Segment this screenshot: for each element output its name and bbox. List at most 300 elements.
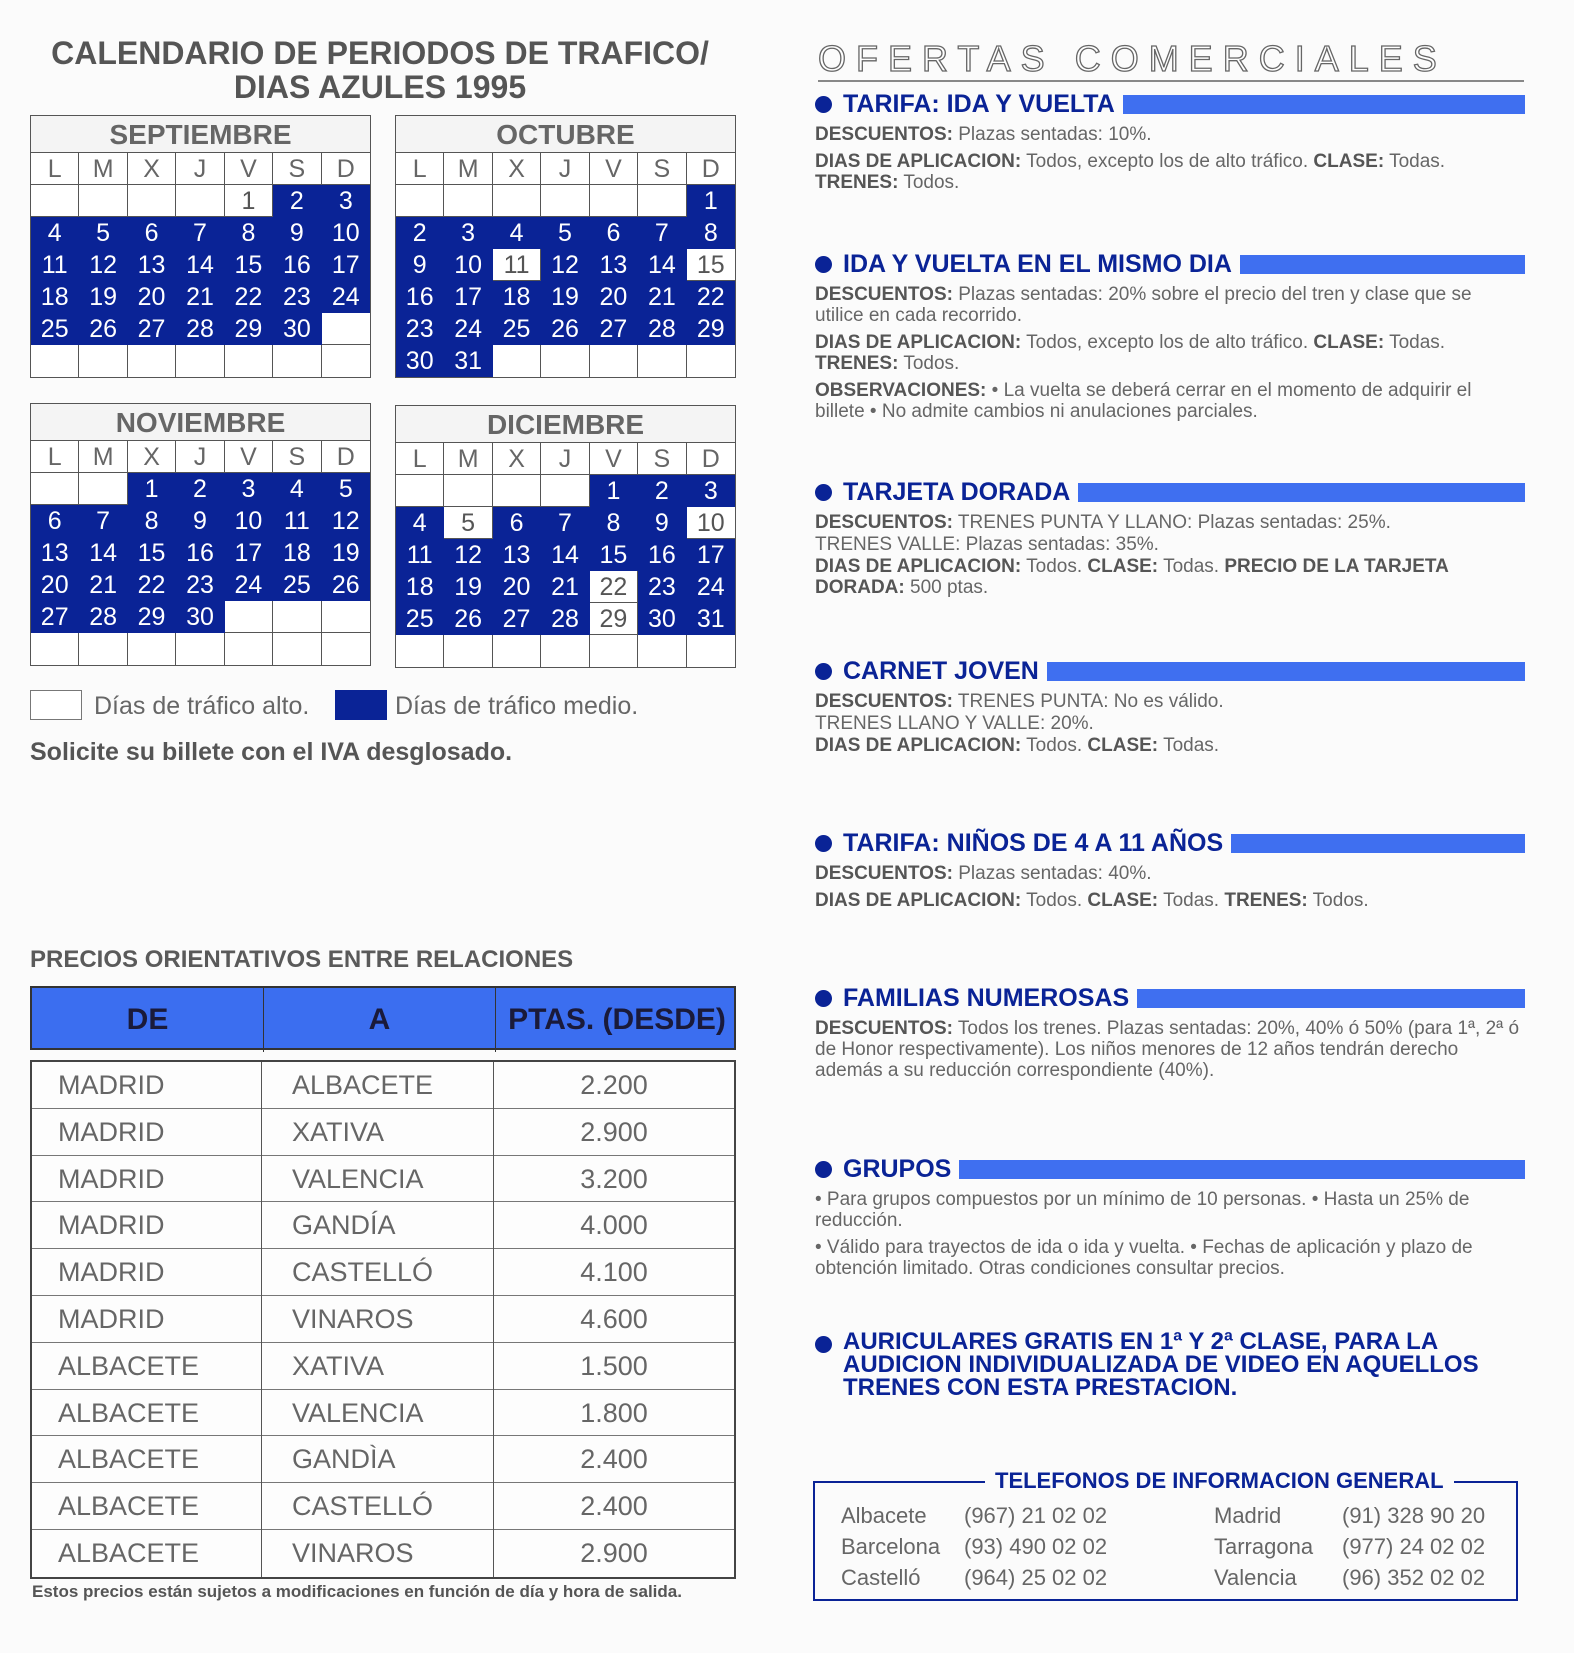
day-cell: 14 <box>79 537 127 569</box>
empty-day-cell <box>493 185 541 217</box>
day-cell: 27 <box>128 313 176 345</box>
empty-day-cell <box>128 185 176 217</box>
price-from-cell: MADRID <box>32 1062 262 1109</box>
price-to-cell: VINAROS <box>262 1530 494 1577</box>
day-cell: 16 <box>176 537 224 569</box>
empty-day-cell <box>396 185 444 217</box>
day-cell: 17 <box>322 249 370 281</box>
calendar-title-line1: CALENDARIO DE PERIODOS DE TRAFICO/ <box>51 35 709 71</box>
offer-tarifa-ida-vuelta <box>815 90 1525 193</box>
bullet-icon <box>815 1336 832 1353</box>
weekday-header: J <box>176 153 224 185</box>
phone-city: Barcelona <box>841 1534 941 1559</box>
table-row <box>32 1436 734 1483</box>
offer-heading: FAMILIAS NUMEROSAS <box>843 984 1137 1012</box>
offer-heading: TARIFA: NIÑOS DE 4 A 11 AÑOS <box>843 829 1231 857</box>
offer-line: DESCUENTOS: TRENES PUNTA: No es válido. <box>815 691 1224 712</box>
bullet-icon <box>815 484 832 501</box>
month-name: SEPTIEMBRE <box>31 116 370 153</box>
bullet-icon <box>815 256 832 273</box>
day-cell: 19 <box>541 281 589 313</box>
offer-line: DESCUENTOS: Plazas sentadas: 40%. <box>815 863 1152 884</box>
day-cell: 3 <box>225 473 273 505</box>
price-from-cell: MADRID <box>32 1296 262 1343</box>
weekday-header: X <box>128 441 176 473</box>
table-row <box>32 1296 734 1343</box>
offers-title: OFERTAS COMERCIALES <box>818 40 1524 82</box>
day-cell: 8 <box>225 217 273 249</box>
day-cell: 20 <box>493 571 541 603</box>
offer-heading: TARIFA: IDA Y VUELTA <box>843 90 1123 118</box>
month-grid <box>396 153 735 377</box>
day-cell: 3 <box>444 217 492 249</box>
day-cell: 24 <box>687 571 735 603</box>
day-cell: 24 <box>444 313 492 345</box>
day-cell: 2 <box>638 475 686 507</box>
day-cell: 31 <box>687 603 735 635</box>
empty-day-cell <box>79 473 127 505</box>
empty-day-cell <box>322 345 370 377</box>
day-cell: 23 <box>638 571 686 603</box>
offer-heading-row <box>815 657 1525 685</box>
month-calendar-diciembre <box>395 405 736 668</box>
offer-line: • Para grupos compuestos por un mínimo de 10 personas. • Hasta un 25% de reducción. <box>815 1189 1470 1231</box>
phone-number: (91) 328 90 20 <box>1342 1503 1486 1528</box>
auriculares-text: AURICULARES GRATIS EN 1ª Y 2ª CLASE, PARA LA AUDICION INDIVIDUALIZADA DE VIDEO EN AQUELLOS TRENES CON ESTA PRESTACION. <box>843 1328 1479 1401</box>
prices-title: PRECIOS ORIENTATIVOS ENTRE RELACIONES <box>30 946 574 973</box>
table-row <box>32 1202 734 1249</box>
day-cell: 17 <box>687 539 735 571</box>
day-cell: 7 <box>79 505 127 537</box>
phone-number: (967) 21 02 02 <box>964 1503 1108 1528</box>
weekday-header: S <box>638 153 686 185</box>
day-cell: 26 <box>541 313 589 345</box>
day-cell: 10 <box>687 507 735 539</box>
offer-line: DESCUENTOS: Plazas sentadas: 20% sobre el precio del tren y clase que se utilice en cada recorrido. <box>815 284 1472 326</box>
offer-heading-row <box>815 250 1525 278</box>
offer-line: DIAS DE APLICACION: Todos. CLASE: Todas. <box>815 735 1220 756</box>
day-cell: 25 <box>31 313 79 345</box>
price-from-cell: MADRID <box>32 1109 262 1156</box>
day-cell: 26 <box>79 313 127 345</box>
empty-day-cell <box>273 345 321 377</box>
day-cell: 29 <box>687 313 735 345</box>
month-grid <box>31 153 370 377</box>
day-cell: 9 <box>273 217 321 249</box>
day-cell: 27 <box>590 313 638 345</box>
day-cell: 9 <box>176 505 224 537</box>
day-cell: 16 <box>273 249 321 281</box>
day-cell: 1 <box>590 475 638 507</box>
price-from-cell: ALBACETE <box>32 1390 262 1437</box>
day-cell: 22 <box>225 281 273 313</box>
day-cell: 15 <box>128 537 176 569</box>
offer-line: TRENES VALLE: Plazas sentadas: 35%. <box>815 534 1159 555</box>
day-cell: 7 <box>541 507 589 539</box>
table-row <box>32 1530 734 1577</box>
offer-heading: CARNET JOVEN <box>843 657 1047 685</box>
day-cell: 13 <box>128 249 176 281</box>
weekday-header: D <box>322 153 370 185</box>
weekday-header: L <box>396 153 444 185</box>
price-from-cell: MADRID <box>32 1202 262 1249</box>
weekday-header: S <box>638 443 686 475</box>
empty-day-cell <box>541 345 589 377</box>
offer-heading: GRUPOS <box>843 1155 959 1183</box>
empty-day-cell <box>31 185 79 217</box>
day-cell: 4 <box>31 217 79 249</box>
day-cell: 2 <box>176 473 224 505</box>
phone-number: (977) 24 02 02 <box>1342 1534 1486 1559</box>
weekday-header: L <box>396 443 444 475</box>
offer-tarjeta-dorada <box>815 478 1525 598</box>
day-cell: 30 <box>176 601 224 633</box>
empty-day-cell <box>79 185 127 217</box>
weekday-header: X <box>493 153 541 185</box>
offer-carnet-joven <box>815 657 1525 756</box>
month-grid <box>31 441 370 665</box>
phone-number: (93) 490 02 02 <box>964 1534 1108 1559</box>
offer-grupos <box>815 1155 1525 1279</box>
weekday-header: M <box>79 441 127 473</box>
day-cell: 19 <box>79 281 127 313</box>
legend-medio-swatch <box>335 690 387 720</box>
day-cell: 30 <box>638 603 686 635</box>
day-cell: 12 <box>79 249 127 281</box>
empty-day-cell <box>31 473 79 505</box>
day-cell: 21 <box>541 571 589 603</box>
offer-heading-row <box>815 478 1525 506</box>
price-to-cell: VALENCIA <box>262 1156 494 1203</box>
weekday-header: S <box>273 441 321 473</box>
day-cell: 23 <box>273 281 321 313</box>
day-cell: 8 <box>128 505 176 537</box>
weekday-header: J <box>541 153 589 185</box>
table-row <box>32 1483 734 1530</box>
empty-day-cell <box>444 635 492 667</box>
empty-day-cell <box>79 345 127 377</box>
day-cell: 2 <box>273 185 321 217</box>
empty-day-cell <box>590 185 638 217</box>
day-cell: 23 <box>176 569 224 601</box>
empty-day-cell <box>322 313 370 345</box>
empty-day-cell <box>128 633 176 665</box>
day-cell: 6 <box>493 507 541 539</box>
day-cell: 5 <box>541 217 589 249</box>
price-value-cell: 4.100 <box>580 1257 648 1288</box>
day-cell: 28 <box>541 603 589 635</box>
offer-line: DIAS DE APLICACION: Todos. CLASE: Todas. PRECIO DE LA TARJETA DORADA: 500 ptas. <box>815 556 1449 598</box>
empty-day-cell <box>273 601 321 633</box>
month-name: DICIEMBRE <box>396 406 735 443</box>
day-cell: 1 <box>128 473 176 505</box>
day-cell: 29 <box>590 603 638 635</box>
phone-city: Castelló <box>841 1565 921 1590</box>
day-cell: 22 <box>128 569 176 601</box>
table-row <box>32 1390 734 1437</box>
day-cell: 29 <box>128 601 176 633</box>
price-from-cell: ALBACETE <box>32 1343 262 1390</box>
day-cell: 6 <box>590 217 638 249</box>
day-cell: 3 <box>322 185 370 217</box>
weekday-header: L <box>31 441 79 473</box>
price-from-cell: ALBACETE <box>32 1483 262 1530</box>
prices-header-de: DE <box>32 988 264 1052</box>
price-to-cell: CASTELLÓ <box>262 1483 494 1530</box>
day-cell: 26 <box>444 603 492 635</box>
empty-day-cell <box>687 345 735 377</box>
empty-day-cell <box>128 345 176 377</box>
empty-day-cell <box>176 633 224 665</box>
offer-tarifa-ninos <box>815 829 1525 911</box>
day-cell: 23 <box>396 313 444 345</box>
price-from-cell: MADRID <box>32 1156 262 1203</box>
phones-grid <box>841 1503 1496 1591</box>
weekday-header: J <box>541 443 589 475</box>
iva-note: Solicite su billete con el IVA desglosado. <box>30 738 513 766</box>
day-cell: 4 <box>273 473 321 505</box>
day-cell: 25 <box>396 603 444 635</box>
weekday-header: D <box>687 443 735 475</box>
offer-familias-numerosas <box>815 984 1525 1081</box>
empty-day-cell <box>322 601 370 633</box>
day-cell: 30 <box>273 313 321 345</box>
offer-heading-row <box>815 829 1525 857</box>
offer-line: DIAS DE APLICACION: Todos, excepto los de alto tráfico. CLASE: Todas. TRENES: Todos. <box>815 332 1446 374</box>
empty-day-cell <box>638 635 686 667</box>
offer-line: DIAS DE APLICACION: Todos, excepto los de alto tráfico. CLASE: Todas. TRENES: Todos. <box>815 151 1446 193</box>
offer-ida-vuelta-mismo-dia <box>815 250 1525 422</box>
phone-number: (96) 352 02 02 <box>1342 1565 1486 1590</box>
day-cell: 28 <box>79 601 127 633</box>
day-cell: 29 <box>225 313 273 345</box>
day-cell: 18 <box>273 537 321 569</box>
empty-day-cell <box>225 345 273 377</box>
month-calendar-octubre <box>395 115 736 378</box>
price-to-cell: GANDÍA <box>262 1202 494 1249</box>
month-name: OCTUBRE <box>396 116 735 153</box>
bullet-icon <box>815 96 832 113</box>
weekday-header: D <box>687 153 735 185</box>
day-cell: 14 <box>541 539 589 571</box>
table-row <box>32 1156 734 1203</box>
empty-day-cell <box>225 601 273 633</box>
day-cell: 8 <box>590 507 638 539</box>
phone-city: Albacete <box>841 1503 927 1528</box>
day-cell: 25 <box>493 313 541 345</box>
day-cell: 10 <box>225 505 273 537</box>
weekday-header: V <box>590 153 638 185</box>
price-value-cell: 3.200 <box>580 1163 648 1194</box>
day-cell: 5 <box>79 217 127 249</box>
empty-day-cell <box>31 633 79 665</box>
bullet-icon <box>815 1161 832 1178</box>
weekday-header: X <box>128 153 176 185</box>
day-cell: 26 <box>322 569 370 601</box>
offer-line: DESCUENTOS: Todos los trenes. Plazas sentadas: 20%, 40% ó 50% (para 1ª, 2ª ó de Honor respectivamente). Los niños menores de 12 años tendrán derecho además a su reducción correspondiente (40%). <box>815 1018 1520 1081</box>
price-to-cell: XATIVA <box>262 1109 494 1156</box>
empty-day-cell <box>322 633 370 665</box>
weekday-header: S <box>273 153 321 185</box>
day-cell: 21 <box>176 281 224 313</box>
offer-line: DESCUENTOS: Plazas sentadas: 10%. <box>815 124 1152 145</box>
day-cell: 20 <box>31 569 79 601</box>
price-to-cell: VINAROS <box>262 1296 494 1343</box>
price-value-cell: 2.200 <box>580 1070 648 1100</box>
price-value-cell: 2.400 <box>580 1444 648 1475</box>
legend-medio-label: Días de tráfico medio. <box>395 692 639 720</box>
day-cell: 13 <box>31 537 79 569</box>
offer-heading-row <box>815 90 1525 118</box>
day-cell: 30 <box>396 345 444 377</box>
empty-day-cell <box>638 345 686 377</box>
empty-day-cell <box>31 345 79 377</box>
phone-number: (964) 25 02 02 <box>964 1565 1108 1590</box>
day-cell: 20 <box>590 281 638 313</box>
weekday-header: X <box>493 443 541 475</box>
day-cell: 19 <box>322 537 370 569</box>
weekday-header: M <box>444 153 492 185</box>
price-value-cell: 4.600 <box>580 1303 648 1334</box>
empty-day-cell <box>493 635 541 667</box>
weekday-header: J <box>176 441 224 473</box>
weekday-header: M <box>444 443 492 475</box>
weekday-header: V <box>590 443 638 475</box>
empty-day-cell <box>396 635 444 667</box>
price-to-cell: GANDÌA <box>262 1436 494 1483</box>
weekday-header: V <box>225 441 273 473</box>
price-value-cell: 4.000 <box>580 1210 648 1241</box>
offer-line: TRENES LLANO Y VALLE: 20%. <box>815 713 1094 734</box>
day-cell: 15 <box>225 249 273 281</box>
day-cell: 2 <box>396 217 444 249</box>
price-value-cell: 2.400 <box>580 1491 648 1522</box>
day-cell: 16 <box>396 281 444 313</box>
day-cell: 31 <box>444 345 492 377</box>
day-cell: 22 <box>687 281 735 313</box>
price-to-cell: ALBACETE <box>262 1062 494 1109</box>
price-from-cell: ALBACETE <box>32 1530 262 1577</box>
day-cell: 25 <box>273 569 321 601</box>
legend-alto-label: Días de tráfico alto. <box>94 692 310 720</box>
day-cell: 12 <box>541 249 589 281</box>
prices-body <box>30 1060 736 1579</box>
bullet-icon <box>815 990 832 1007</box>
prices-header-ptas: PTAS. (DESDE) <box>508 1003 726 1036</box>
phone-city: Valencia <box>1214 1565 1297 1590</box>
calendar-title <box>30 36 730 104</box>
offer-heading: IDA Y VUELTA EN EL MISMO DIA <box>843 250 1240 278</box>
table-row <box>32 1249 734 1296</box>
price-to-cell: XATIVA <box>262 1343 494 1390</box>
day-cell: 10 <box>322 217 370 249</box>
empty-day-cell <box>590 345 638 377</box>
day-cell: 5 <box>444 507 492 539</box>
empty-day-cell <box>79 633 127 665</box>
calendar-title-line2: DIAS AZULES 1995 <box>233 69 527 105</box>
phone-city: Tarragona <box>1214 1534 1314 1559</box>
day-cell: 5 <box>322 473 370 505</box>
empty-day-cell <box>687 635 735 667</box>
day-cell: 6 <box>128 217 176 249</box>
price-to-cell: VALENCIA <box>262 1390 494 1437</box>
day-cell: 9 <box>638 507 686 539</box>
day-cell: 16 <box>638 539 686 571</box>
price-value-cell: 1.800 <box>580 1397 648 1428</box>
empty-day-cell <box>176 185 224 217</box>
day-cell: 27 <box>493 603 541 635</box>
day-cell: 7 <box>176 217 224 249</box>
price-value-cell: 2.900 <box>580 1116 648 1147</box>
day-cell: 19 <box>444 571 492 603</box>
day-cell: 4 <box>493 217 541 249</box>
phones-title: TELEFONOS DE INFORMACION GENERAL <box>985 1468 1454 1494</box>
empty-day-cell <box>225 633 273 665</box>
day-cell: 15 <box>687 249 735 281</box>
day-cell: 18 <box>493 281 541 313</box>
day-cell: 7 <box>638 217 686 249</box>
day-cell: 6 <box>31 505 79 537</box>
empty-day-cell <box>396 475 444 507</box>
day-cell: 13 <box>590 249 638 281</box>
price-value-cell: 1.500 <box>580 1350 648 1381</box>
table-row <box>32 1109 734 1156</box>
day-cell: 24 <box>225 569 273 601</box>
table-row <box>32 1343 734 1390</box>
day-cell: 14 <box>638 249 686 281</box>
day-cell: 18 <box>396 571 444 603</box>
day-cell: 1 <box>687 185 735 217</box>
empty-day-cell <box>493 345 541 377</box>
day-cell: 11 <box>396 539 444 571</box>
legend-alto-swatch <box>30 690 82 720</box>
day-cell: 28 <box>176 313 224 345</box>
weekday-header: L <box>31 153 79 185</box>
day-cell: 17 <box>225 537 273 569</box>
price-from-cell: ALBACETE <box>32 1436 262 1483</box>
bullet-icon <box>815 835 832 852</box>
day-cell: 12 <box>322 505 370 537</box>
day-cell: 14 <box>176 249 224 281</box>
month-name: NOVIEMBRE <box>31 404 370 441</box>
empty-day-cell <box>638 185 686 217</box>
day-cell: 12 <box>444 539 492 571</box>
empty-day-cell <box>541 475 589 507</box>
bullet-icon <box>815 663 832 680</box>
day-cell: 18 <box>31 281 79 313</box>
table-row <box>32 1062 734 1109</box>
price-from-cell: MADRID <box>32 1249 262 1296</box>
day-cell: 27 <box>31 601 79 633</box>
phone-city: Madrid <box>1214 1503 1282 1528</box>
day-cell: 10 <box>444 249 492 281</box>
day-cell: 4 <box>396 507 444 539</box>
offer-line: DIAS DE APLICACION: Todos. CLASE: Todas. TRENES: Todos. <box>815 890 1369 911</box>
day-cell: 11 <box>273 505 321 537</box>
day-cell: 11 <box>31 249 79 281</box>
auriculares-notice <box>815 1330 1527 1399</box>
day-cell: 1 <box>225 185 273 217</box>
empty-day-cell <box>273 633 321 665</box>
day-cell: 8 <box>687 217 735 249</box>
empty-day-cell <box>176 345 224 377</box>
offer-line: DESCUENTOS: TRENES PUNTA Y LLANO: Plazas sentadas: 25%. <box>815 512 1391 533</box>
price-to-cell: CASTELLÓ <box>262 1249 494 1296</box>
prices-table <box>30 986 736 1579</box>
month-calendar-septiembre <box>30 115 371 378</box>
day-cell: 3 <box>687 475 735 507</box>
empty-day-cell <box>541 185 589 217</box>
